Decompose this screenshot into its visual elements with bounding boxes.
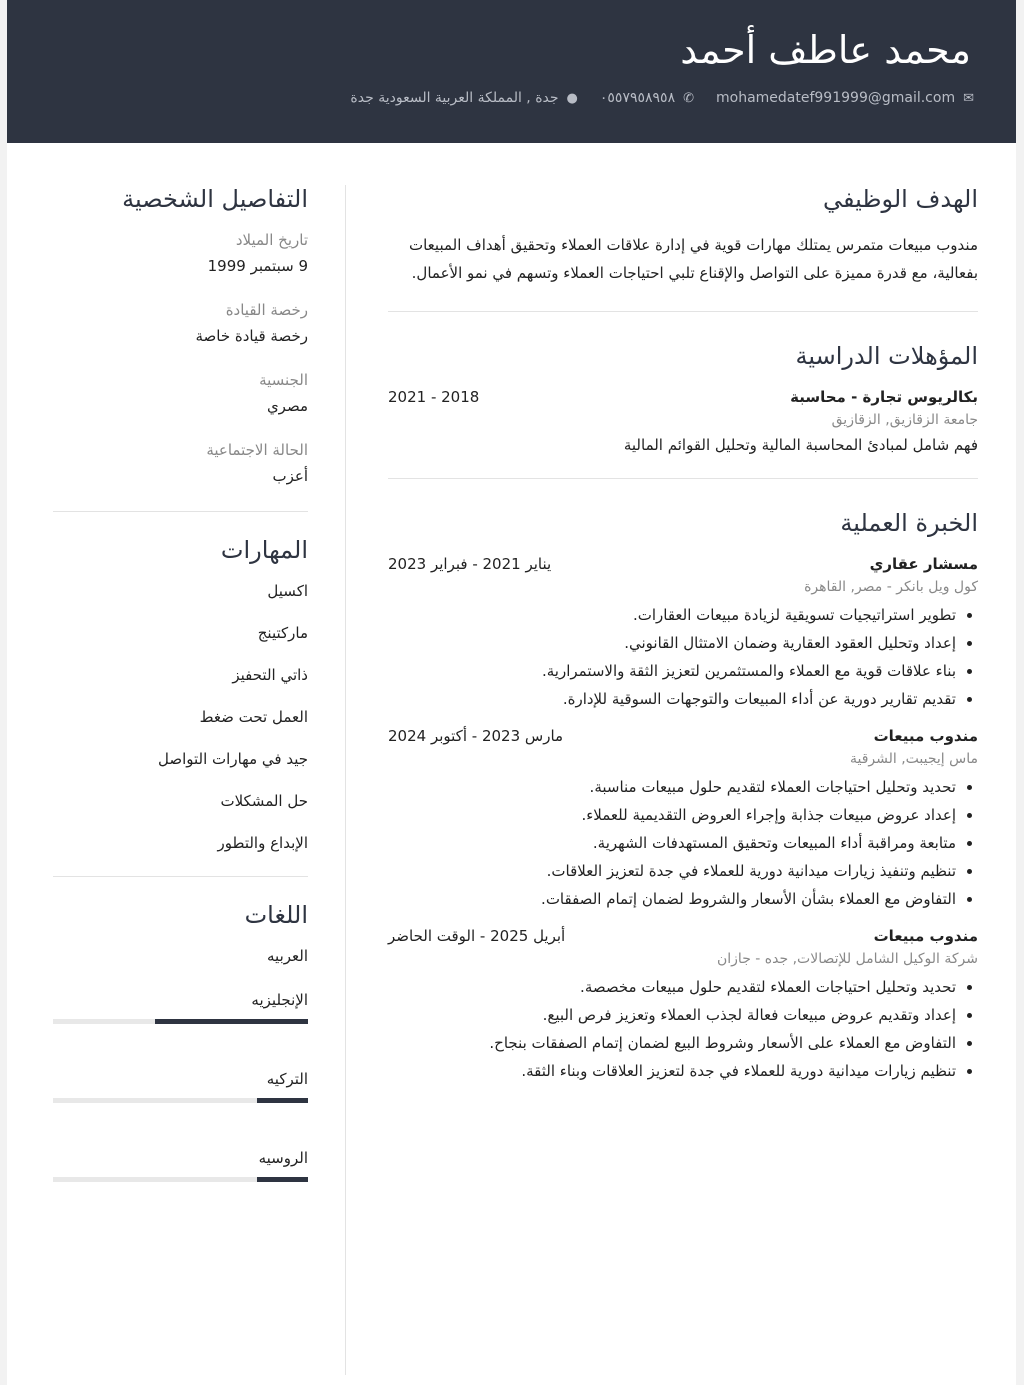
skill-item: ذاتي التحفيز bbox=[232, 666, 308, 684]
skill-item: الإبداع والتطور bbox=[217, 834, 308, 852]
bullet-list bbox=[388, 973, 978, 1085]
bullet-item: • تقديم تقارير دورية عن أداء المبيعات والتوجهات السوقية للإدارة. bbox=[388, 685, 956, 713]
job-date: يناير 2021 - فبراير 2023 bbox=[388, 555, 552, 573]
side-column bbox=[53, 185, 308, 1228]
divider bbox=[53, 511, 308, 512]
entry-header bbox=[388, 727, 978, 745]
languages-heading: اللغات bbox=[244, 901, 308, 929]
education-entry bbox=[388, 388, 978, 454]
phone[interactable]: ٠٥٥٧٩٥٨٩٥٨ bbox=[599, 90, 676, 106]
language-name: الروسيه bbox=[258, 1149, 308, 1167]
divider bbox=[53, 876, 308, 877]
language-name: الإنجليزيه bbox=[251, 991, 308, 1009]
language-level-fill bbox=[257, 1098, 308, 1103]
degree: بكالريوس تجارة - محاسبة bbox=[790, 388, 978, 406]
detail-value: أعزب bbox=[272, 467, 308, 485]
bullet-item: • تحديد وتحليل احتياجات العملاء لتقديم حلول مبيعات مخصصة. bbox=[388, 973, 956, 1001]
language-level-bar bbox=[53, 1177, 308, 1182]
job-title: مندوب مبيعات bbox=[873, 927, 978, 945]
detail-label: الحالة الاجتماعية bbox=[206, 441, 308, 459]
education-heading: المؤهلات الدراسية bbox=[795, 342, 978, 370]
objective-text: مندوب مبيعات متمرس يمتلك مهارات قوية في إدارة علاقات العملاء وتحقيق أهداف المبيعات بفعالية، مع قدرة مميزة على التواصل والإقناع تلبي احتياجات العملاء وتسهم في نمو الأعمال. bbox=[408, 236, 978, 282]
column-divider bbox=[345, 185, 346, 1375]
resume-page bbox=[7, 0, 1016, 1385]
job-title: مندوب مبيعات bbox=[873, 727, 978, 745]
detail-label: رخصة القيادة bbox=[225, 301, 308, 319]
contact-info bbox=[350, 90, 974, 106]
phone-icon: ✆ bbox=[683, 90, 694, 106]
detail-value: رخصة قيادة خاصة bbox=[195, 327, 308, 345]
bullet-item: • تطوير استراتيجيات تسويقية لزيادة مبيعات العقارات. bbox=[388, 601, 956, 629]
main-column bbox=[388, 185, 978, 1099]
experience-entry bbox=[388, 555, 978, 713]
detail-label: تاريخ الميلاد bbox=[235, 231, 308, 249]
personal-heading: التفاصيل الشخصية bbox=[122, 185, 308, 213]
email[interactable]: mohamedatef991999@gmail.com bbox=[716, 90, 956, 106]
experience-entry bbox=[388, 927, 978, 1085]
job-title: مسشار عقاري bbox=[869, 555, 978, 573]
bullet-item: • بناء علاقات قوية مع العملاء والمستثمرين لتعزيز الثقة والاستمرارية. bbox=[388, 657, 956, 685]
skill-item: ماركتينج bbox=[257, 624, 308, 642]
entry-header bbox=[388, 555, 978, 573]
school: جامعة الزقازيق, الزقازيق bbox=[831, 412, 978, 428]
experience-heading: الخبرة العملية bbox=[840, 509, 978, 537]
detail-value: مصري bbox=[266, 397, 308, 415]
bullet-item: • التفاوض مع العملاء على الأسعار وشروط البيع لضمان إتمام الصفقات بنجاح. bbox=[388, 1029, 956, 1057]
education-desc: فهم شامل لمبادئ المحاسبة المالية وتحليل القوائم المالية bbox=[623, 436, 978, 454]
divider bbox=[388, 311, 978, 312]
bullet-item: • تنظيم وتنفيذ زيارات ميدانية دورية للعملاء في جدة لتعزيز العلاقات. bbox=[388, 857, 956, 885]
skill-item: جيد في مهارات التواصل bbox=[158, 750, 308, 768]
bullet-list bbox=[388, 773, 978, 913]
bullet-item: • إعداد عروض مبيعات جذابة وإجراء العروض التقديمية للعملاء. bbox=[388, 801, 956, 829]
location-pin-icon: ● bbox=[566, 90, 578, 106]
language-name: العربيه bbox=[267, 947, 308, 965]
education-date: 2018 - 2021 bbox=[388, 388, 480, 406]
job-date: مارس 2023 - أكتوبر 2024 bbox=[388, 727, 564, 745]
skill-item: حل المشكلات bbox=[220, 792, 308, 810]
experience-entry bbox=[388, 727, 978, 913]
resume-header bbox=[7, 0, 1016, 143]
language-name: التركيه bbox=[266, 1070, 308, 1088]
bullet-list bbox=[388, 601, 978, 713]
detail-label: الجنسية bbox=[259, 371, 308, 389]
language-level-fill bbox=[257, 1177, 308, 1182]
bullet-item: • التفاوض مع العملاء بشأن الأسعار والشروط لضمان إتمام الصفقات. bbox=[388, 885, 956, 913]
full-name: محمد عاطف أحمد bbox=[680, 28, 971, 72]
skill-item: العمل تحت ضغط bbox=[199, 708, 308, 726]
divider bbox=[388, 478, 978, 479]
skills-heading: المهارات bbox=[220, 536, 308, 564]
job-date: أبريل 2025 - الوقت الحاضر bbox=[388, 927, 566, 945]
language-level-fill bbox=[155, 1019, 308, 1024]
location: جدة , المملكة العربية السعودية جدة bbox=[350, 90, 559, 106]
language-level-bar bbox=[53, 1098, 308, 1103]
envelope-icon: ✉ bbox=[963, 90, 974, 106]
company: شركة الوكيل الشامل للإتصالات, جده - جازان bbox=[717, 951, 978, 967]
entry-header bbox=[388, 927, 978, 945]
company: ماس إيجيبت, الشرقية bbox=[849, 751, 978, 767]
bullet-item: • متابعة ومراقبة أداء المبيعات وتحقيق المستهدفات الشهرية. bbox=[388, 829, 956, 857]
skill-item: اكسيل bbox=[267, 582, 308, 600]
bullet-item: • تحديد وتحليل احتياجات العملاء لتقديم حلول مبيعات مناسبة. bbox=[388, 773, 956, 801]
language-level-bar bbox=[53, 1019, 308, 1024]
detail-value: 9 سبتمبر 1999 bbox=[207, 257, 308, 275]
bullet-item: • إعداد وتقديم عروض مبيعات فعالة لجذب العملاء وتعزيز فرص البيع. bbox=[388, 1001, 956, 1029]
bullet-item: • تنظيم زيارات ميدانية دورية للعملاء في جدة لتعزيز العلاقات وبناء الثقة. bbox=[388, 1057, 956, 1085]
objective-heading: الهدف الوظيفي bbox=[822, 185, 978, 213]
bullet-item: • إعداد وتحليل العقود العقارية وضمان الامتثال القانوني. bbox=[388, 629, 956, 657]
company: كول ويل بانكر - مصر, القاهرة bbox=[804, 579, 978, 595]
